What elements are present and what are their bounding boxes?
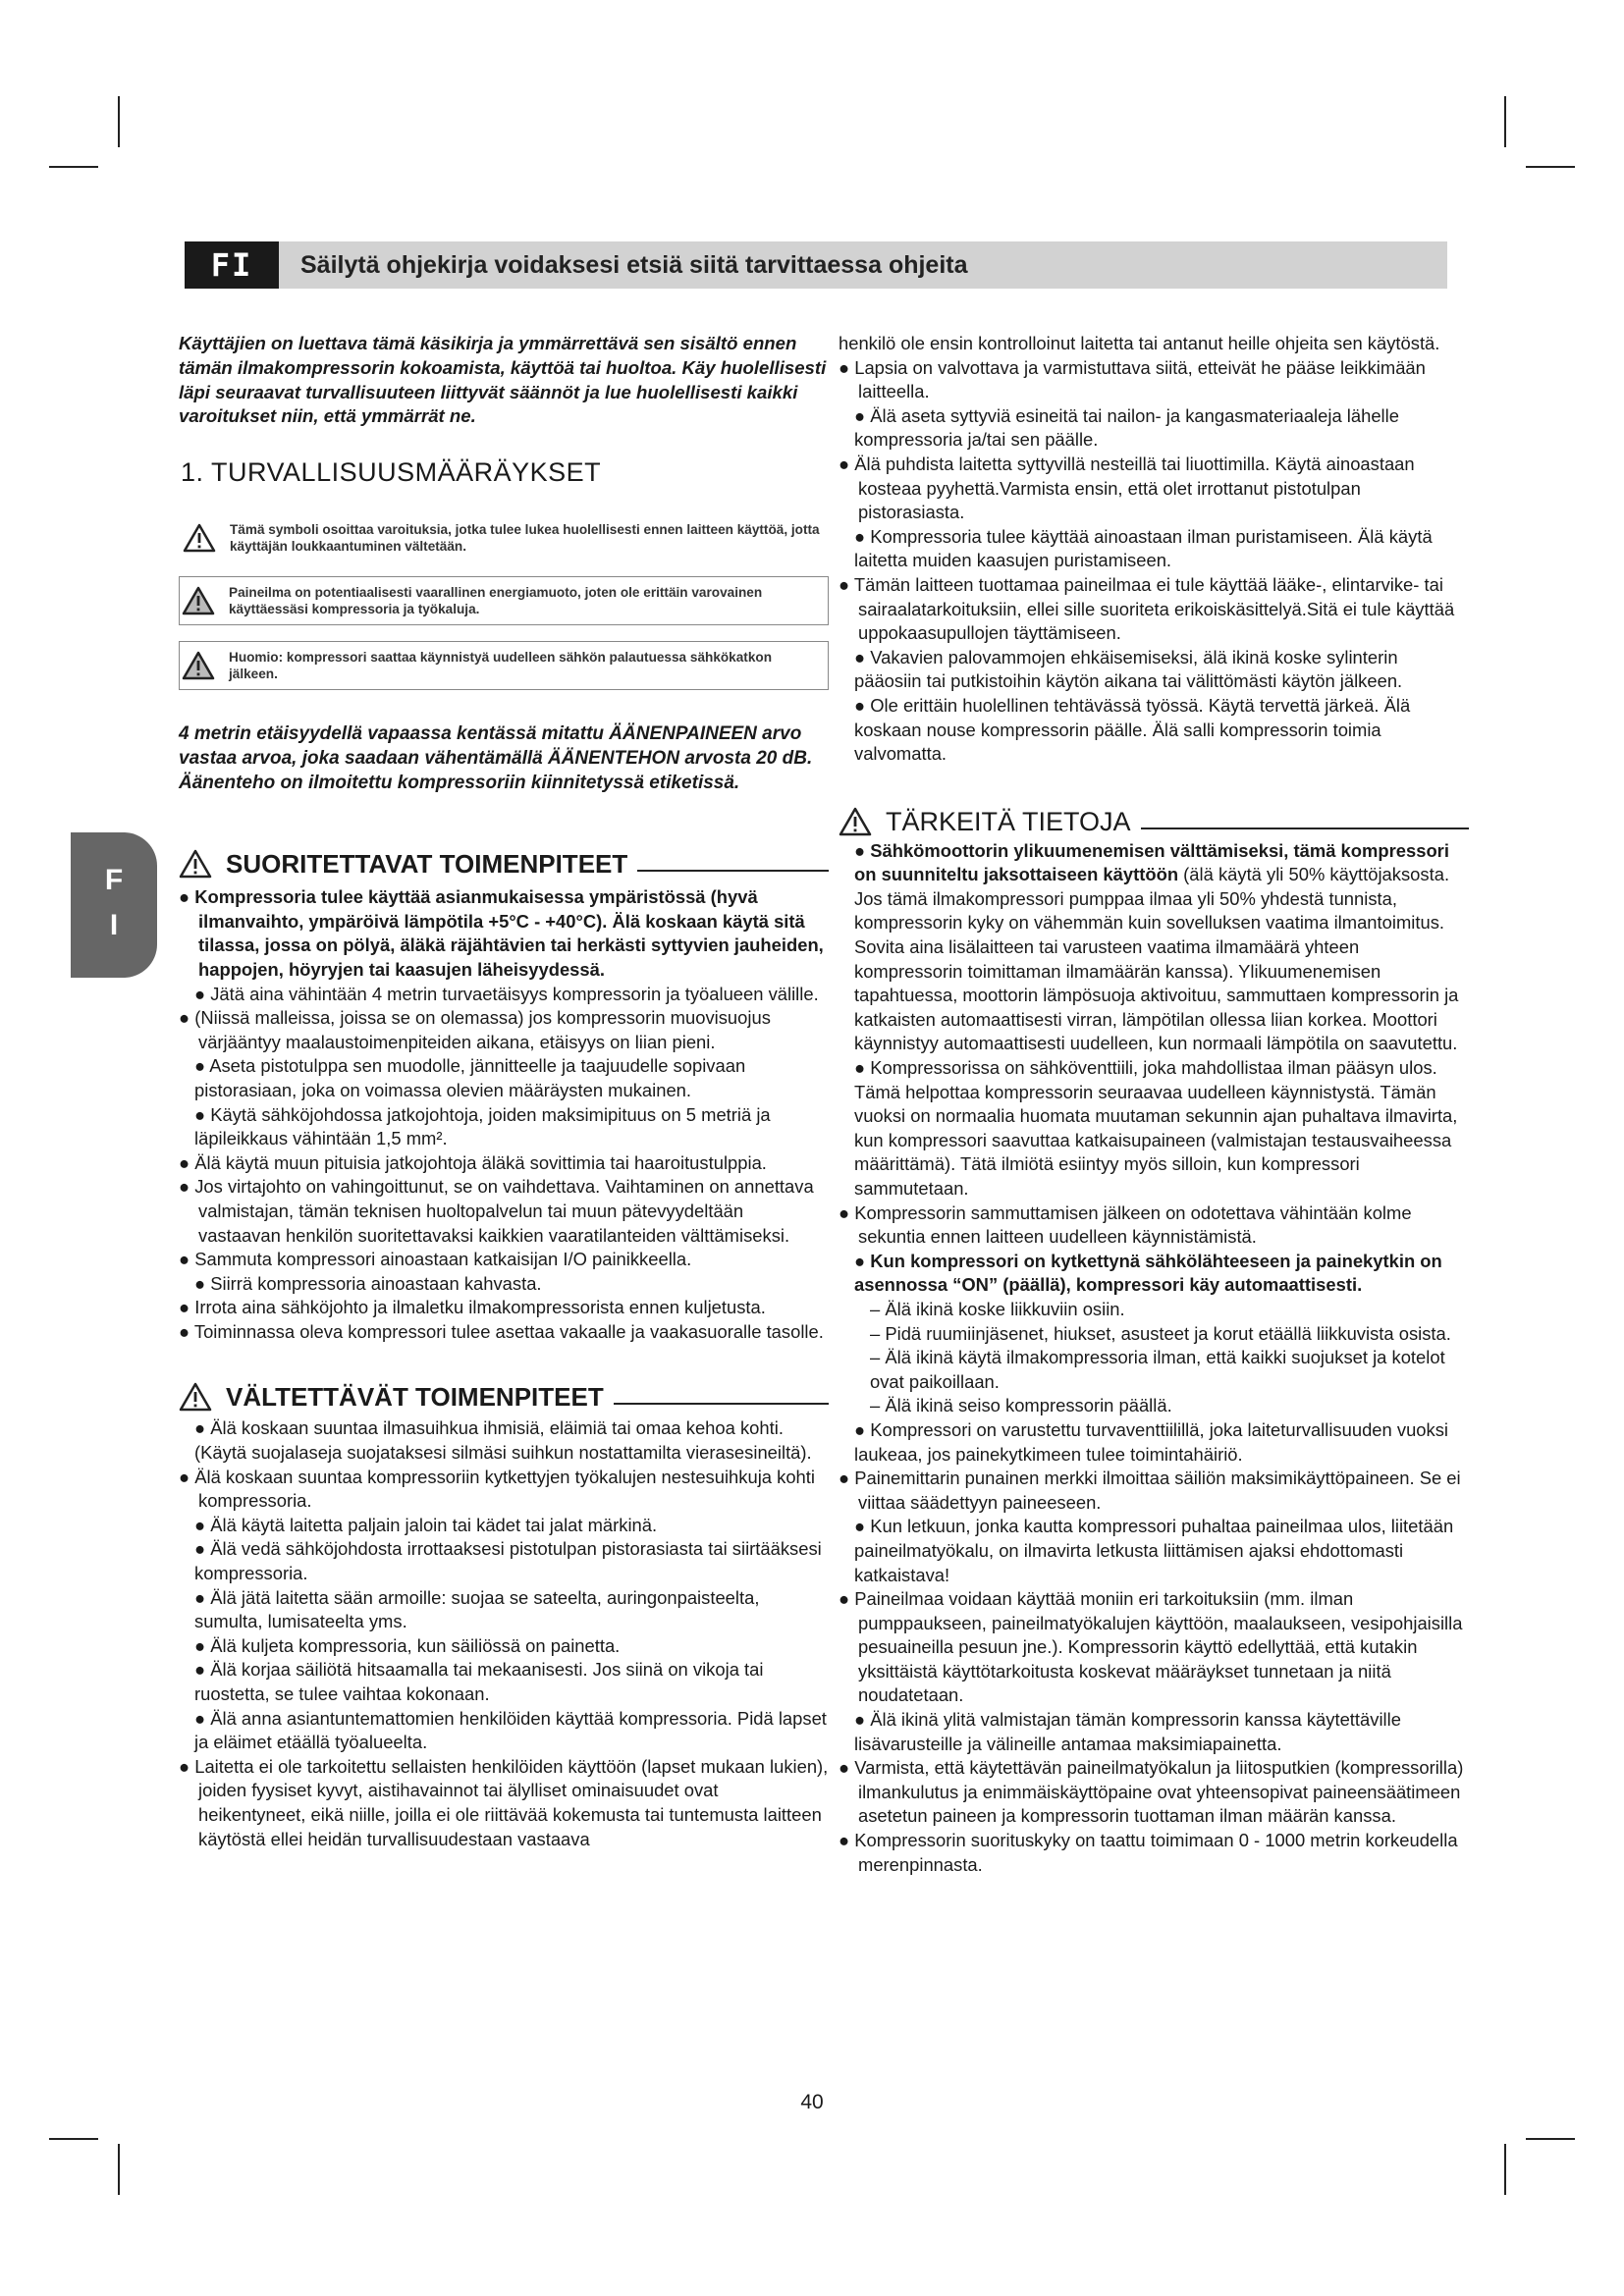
list-item: ● Kompressorin sammuttamisen jälkeen on odotettava vähintään kolme sekuntia ennen laitteen uudelleen käynnistämistä.: [839, 1201, 1412, 1248]
crop-mark: [49, 2138, 98, 2140]
list-item: ● Paineilmaa voidaan käyttää moniin eri tarkoituksiin (mm. ilman pumppaukseen, paineilmatyökalujen käyttöön, maalaukseen, vesipohjaisilla pesuaineilla pesuun jne.). Kompressorin käyttö edellyttää, että kutakin yksittäistä käyttötarkoitusta koskevat määräykset tunnetaan ja niitä noudatetaan.: [839, 1588, 1463, 1706]
crop-mark: [1504, 96, 1506, 147]
list-item: ● Sammuta kompressori ainoastaan katkaisijan I/O painikkeella.: [179, 1249, 692, 1270]
section-heading-dont: [179, 1381, 829, 1413]
language-side-tab: [71, 832, 157, 978]
warning-notice: [179, 515, 829, 561]
notice-text: Huomio: kompressori saattaa käynnistyä uudelleen sähkön palautuessa sähkökatkon jälkeen.: [229, 650, 772, 682]
notice-text: Paineilma on potentiaalisesti vaarallinen energiamuoto, joten ole erittäin varovainen käyttäessäsi kompressoria ja työkaluja.: [229, 585, 763, 617]
dash-item: – Älä ikinä käytä ilmakompressoria ilman, että kaikki suojukset ja kotelot ovat paikoillaan.: [870, 1347, 1445, 1392]
section-heading: 1. TURVALLISUUSMÄÄRÄYKSET: [181, 457, 602, 488]
list-item: ● Jos virtajohto on vahingoittunut, se on vaihdettava. Vaihtaminen on annettava valmistajan, tämän teknisen huoltopalvelun tai muun pätevyydeltään vastaavan henkilön suoritettavaksi kaikkien vaaratilanteiden välttämiseksi.: [179, 1176, 814, 1246]
crop-mark: [1526, 166, 1575, 168]
sound-pressure-note: 4 metrin etäisyydellä vapaassa kentässä mitattu ÄÄNENPAINEEN arvo vastaa arvoa, joka saadaan vähentämällä ÄÄNENTEHON arvosta 20 dB. Äänenteho on ilmoitettu kompressoriin kiinnitetyssä etiketissä.: [179, 723, 813, 794]
dash-item: – Pidä ruumiinjäsenet, hiukset, asusteet ja korut etäällä liikkuvista osista.: [870, 1322, 1451, 1344]
page-number: 40: [800, 2091, 824, 2113]
list-item: ● Kun kompressori on kytkettynä sähkölähteeseen ja painekytkin on asennossa “ON” (päällä), kompressori käy automaattisesti.: [854, 1250, 1442, 1296]
list-item: ● Aseta pistotulppa sen muodolle, jännitteelle ja taajuudelle sopivaan pistorasiaan, joka on voimassa olevien määräysten mukainen.: [194, 1055, 746, 1100]
body-text: (älä käytä yli 50% käyttöjaksosta. Jos tämä ilmakompressori pumppaa ilmaa yli 50% yhdestä tunnista, kompressorin kyky on vähemmän kuin sovelluksen vaatima ilmantoimitus. Sovita aina lisälaitteen tai varusteen vaatima ilmamäärä yhteen kompressorin toimittaman ilmamäärän kanssa). Ylikuumenemisen tapahtuessa, moottorin lämpösuoja aktivoituu, sammuttaen kompressorin ja katkaisten automaattisesti virran, lämpötilan ollessa liian korkea. Moottori käynnistyy automaattisesti uudelleen, kun normaali lämpötila on saavutettu.: [854, 864, 1459, 1054]
warning-triangle-icon: [839, 807, 872, 836]
list-item: ● Älä kuljeta kompressoria, kun säiliössä on painetta.: [194, 1634, 621, 1656]
continued-list: [839, 332, 1469, 767]
list-item: ● Älä puhdista laitetta syttyvillä nesteillä tai liuottimilla. Käytä ainoastaan kosteaa pyyhettä.Varmista ensin, että olet irrottanut pistotulpan pistorasiasta.: [839, 453, 1415, 523]
crop-mark: [1504, 2144, 1506, 2195]
heading-rule: [1141, 828, 1469, 829]
left-column: [179, 332, 829, 1851]
list-item: ● Kompressorissa on sähköventtiili, joka mahdollistaa ilman pääsyn ulos. Tämä helpottaa kompressorin seuraavaa uudelleen käynnistystä. Tämän vuoksi on normaalia huomata muutaman sekunnin ajan puhaltava ilmavirta, kun kompressori saavuttaa katkaisupaineen (valmistajan testausvaiheessa määrittämä). Tätä ilmiötä esiintyy myös silloin, kun kompressori sammutetaan.: [854, 1057, 1458, 1199]
section-title: VÄLTETTÄVÄT TOIMENPITEET: [226, 1382, 604, 1413]
list-item: ● Painemittarin punainen merkki ilmoittaa säiliön maksimikäyttöpaineen. Se ei viittaa säädettyyn paineeseen.: [839, 1468, 1461, 1513]
list-item: ● Irrota aina sähköjohto ja ilmaletku ilmakompressorista ennen kuljetusta.: [179, 1297, 766, 1318]
list-item: ● Älä käytä laitetta paljain jaloin tai kädet tai jalat märkinä.: [194, 1514, 658, 1535]
section-heading-do: [179, 848, 829, 880]
list-item: ● Lapsia on valvottava ja varmistuttava siitä, etteivät he pääse leikkimään laitteella.: [839, 356, 1426, 402]
warning-triangle-icon: [183, 523, 216, 553]
list-item: ● Siirrä kompressoria ainoastaan kahvasta.: [194, 1272, 542, 1294]
list-item: ● Älä vedä sähköjohdosta irrottaaksesi pistotulpan pistorasiasta tai siirtääksesi kompressoria.: [194, 1538, 822, 1584]
notice-text: Tämä symboli osoittaa varoituksia, jotka tulee lukea huolellisesti ennen laitteen käyttöä, jotta käyttäjän loukkaantuminen vältetään.: [230, 522, 820, 555]
side-tab-letter: F: [104, 864, 124, 896]
list-item: ● Tämän laitteen tuottamaa paineilmaa ei tule käyttää lääke-, elintarvike- tai sairaalatarkoituksiin, ellei sille suoriteta erikoiskäsittelyä.Sitä ei tule käyttää uppokaasupullojen täyttämiseen.: [839, 573, 1455, 644]
heading-rule: [637, 870, 829, 872]
list-item: ● Kompressorin suorituskyky on taattu toimimaan 0 - 1000 metrin korkeudella merenpinnasta.: [839, 1830, 1458, 1875]
heading-rule: [614, 1403, 829, 1405]
warning-triangle-icon: [182, 586, 215, 615]
list-item: ● Älä aseta syttyviä esineitä tai nailon- ja kangasmateriaaleja lähelle kompressoria ja/tai sen päälle.: [854, 404, 1399, 451]
list-item: ● Älä korjaa säiliötä hitsaamalla tai mekaanisesti. Jos siinä on vikoja tai ruostetta, se tulee vaihtaa kokonaan.: [194, 1659, 764, 1704]
warning-triangle-icon: [182, 651, 215, 680]
list-item: ● Kun letkuun, jonka kautta kompressori puhaltaa paineilmaa ulos, liitetään paineilmatyökalu, on ilmavirta letkusta liittämisen ajaksi ehdottomasti katkaistava!: [854, 1516, 1454, 1585]
side-tab-letter: I: [109, 909, 119, 941]
section-title: TÄRKEITÄ TIETOJA: [886, 806, 1131, 836]
warning-notice: [179, 576, 829, 625]
list-item: ● Ole erittäin huolellinen tehtävässä työssä. Käytä tervettä järkeä. Älä koskaan nouse kompressorin päälle. Älä salli kompressorin toimia valvomatta.: [854, 694, 1411, 765]
section-heading-important: [839, 806, 1469, 837]
crop-mark: [118, 2144, 120, 2195]
list-item: ● Älä anna asiantuntemattomien henkilöiden käyttää kompressoria. Pidä lapset ja eläimet etäällä työalueelta.: [194, 1707, 827, 1753]
bold-text: ● Sähkömoottorin ylikuumenemisen välttämiseksi, tämä kompressori on suunniteltu jaksottaiseen käyttöön: [854, 839, 1449, 885]
warning-notice: [179, 641, 829, 690]
dash-item: – Älä ikinä koske liikkuviin osiin.: [870, 1298, 1125, 1319]
list-item: ● Laitetta ei ole tarkoitettu sellaisten henkilöiden käyttöön (lapset mukaan lukien), joiden fyysiset kyvyt, aistihavainnot tai älylliset ominaisuudet ovat heikentyneet, eikä niille, joilla ei ole riittävää kokemusta tai tuntemusta laitteen käytöstä ellei heidän turvallisuudestaan vastaava: [179, 1755, 829, 1849]
section-title: SUORITETTAVAT TOIMENPITEET: [226, 849, 628, 880]
crop-mark: [1526, 2138, 1575, 2140]
warning-triangle-icon: [179, 1382, 212, 1412]
warning-triangle-icon: [179, 849, 212, 879]
dash-item: – Älä ikinä seiso kompressorin päällä.: [870, 1395, 1172, 1416]
list-item: ● Kompressoria tulee käyttää ainoastaan ilman puristamiseen. Älä käytä laitetta muiden kaasujen puristamiseen.: [854, 525, 1433, 571]
list-item: ● Toiminnassa oleva kompressori tulee asettaa vakaalle ja vaakasuoralle tasolle.: [179, 1320, 824, 1342]
list-item: ● Älä käytä muun pituisia jatkojohtoja äläkä sovittimia tai haaroitustulppia.: [179, 1151, 767, 1173]
right-column: [839, 332, 1469, 1877]
list-item: ● Jätä aina vähintään 4 metrin turvaetäisyys kompressorin ja työalueen välille.: [194, 983, 819, 1004]
list-item: ● Käytä sähköjohdossa jatkojohtoja, joiden maksimipituus on 5 metriä ja läpileikkaus vähintään 1,5 mm².: [194, 1103, 771, 1149]
crop-mark: [118, 96, 120, 147]
dont-list: [179, 1416, 829, 1851]
list-item: ● Kompressoria tulee käyttää asianmukaisessa ympäristössä (hyvä ilmanvaihto, ympäröivä lämpötila +5°C - +40°C). Älä koskaan käytä sitä tilassa, jossa on pölyä, äläkä räjähtävien tai herkästi syttyvien jauheiden, happojen, höyryjen tai kaasujen läheisyydessä.: [179, 886, 824, 980]
list-item: ● Älä koskaan suuntaa kompressoriin kytkettyjen työkalujen nestesuihkuja kohti kompressoria.: [179, 1466, 815, 1512]
important-list: [839, 839, 1469, 1878]
crop-mark: [49, 166, 98, 168]
list-item: ● Älä jätä laitetta sään armoille: suojaa se sateelta, auringonpaisteelta, sumulta, lumisateelta yms.: [194, 1586, 760, 1632]
do-list: [179, 885, 829, 1344]
language-badge: FI: [185, 241, 279, 289]
header-bar: [185, 241, 1447, 289]
list-item: ● Varmista, että käytettävän paineilmatyökalun ja liitosputkien (kompressorilla) ilmankulutus ja enimmäiskäyttöpaine ovat yhteensopivat paineensäätimeen asetetun paineen ja kompressorin tuottaman ilman määrän kanssa.: [839, 1757, 1464, 1827]
list-item: ● (Niissä malleissa, joissa se on olemassa) jos kompressorin muovisuojus värjääntyy maalaustoimenpiteiden aikana, etäisyys on liian pieni.: [179, 1007, 771, 1052]
intro-text: Käyttäjien on luettava tämä käsikirja ja ymmärrettävä sen sisältö ennen tämän ilmakompressorin kokoamista, käyttöä tai huoltoa. Käy huolellisesti läpi seuraavat turvallisuuteen liittyvät säännöt ja lue huolellisesti kaikki varoitukset niin, että ymmärrät ne.: [179, 333, 827, 427]
list-item: ● Vakavien palovammojen ehkäisemiseksi, älä ikinä koske sylinterin pääosiin tai putkistoihin käytön aikana tai välittömästi käytön jälkeen.: [854, 646, 1403, 692]
list-item: ● Kompressori on varustettu turvaventtiilillä, joka laiteturvallisuuden vuoksi laukeaa, jos painekytkimeen tulee toimintahäiriö.: [854, 1418, 1448, 1465]
list-item: ● Älä koskaan suuntaa ilmasuihkua ihmisiä, eläimiä tai omaa kehoa kohti. (Käytä suojalaseja suojataksesi silmäsi suihkun nostattamilta vierasesineiltä).: [194, 1417, 812, 1464]
list-item: ● Älä ikinä ylitä valmistajan tämän kompressorin kanssa käytettäville lisävarusteille ja välineille antamaa maksimiapainetta.: [854, 1709, 1401, 1754]
page-title: Säilytä ohjekirja voidaksesi etsiä siitä tarvittaessa ohjeita: [300, 251, 968, 279]
list-item: henkilö ole ensin kontrolloinut laitetta tai antanut heille ohjeita sen käytöstä.: [839, 333, 1440, 353]
